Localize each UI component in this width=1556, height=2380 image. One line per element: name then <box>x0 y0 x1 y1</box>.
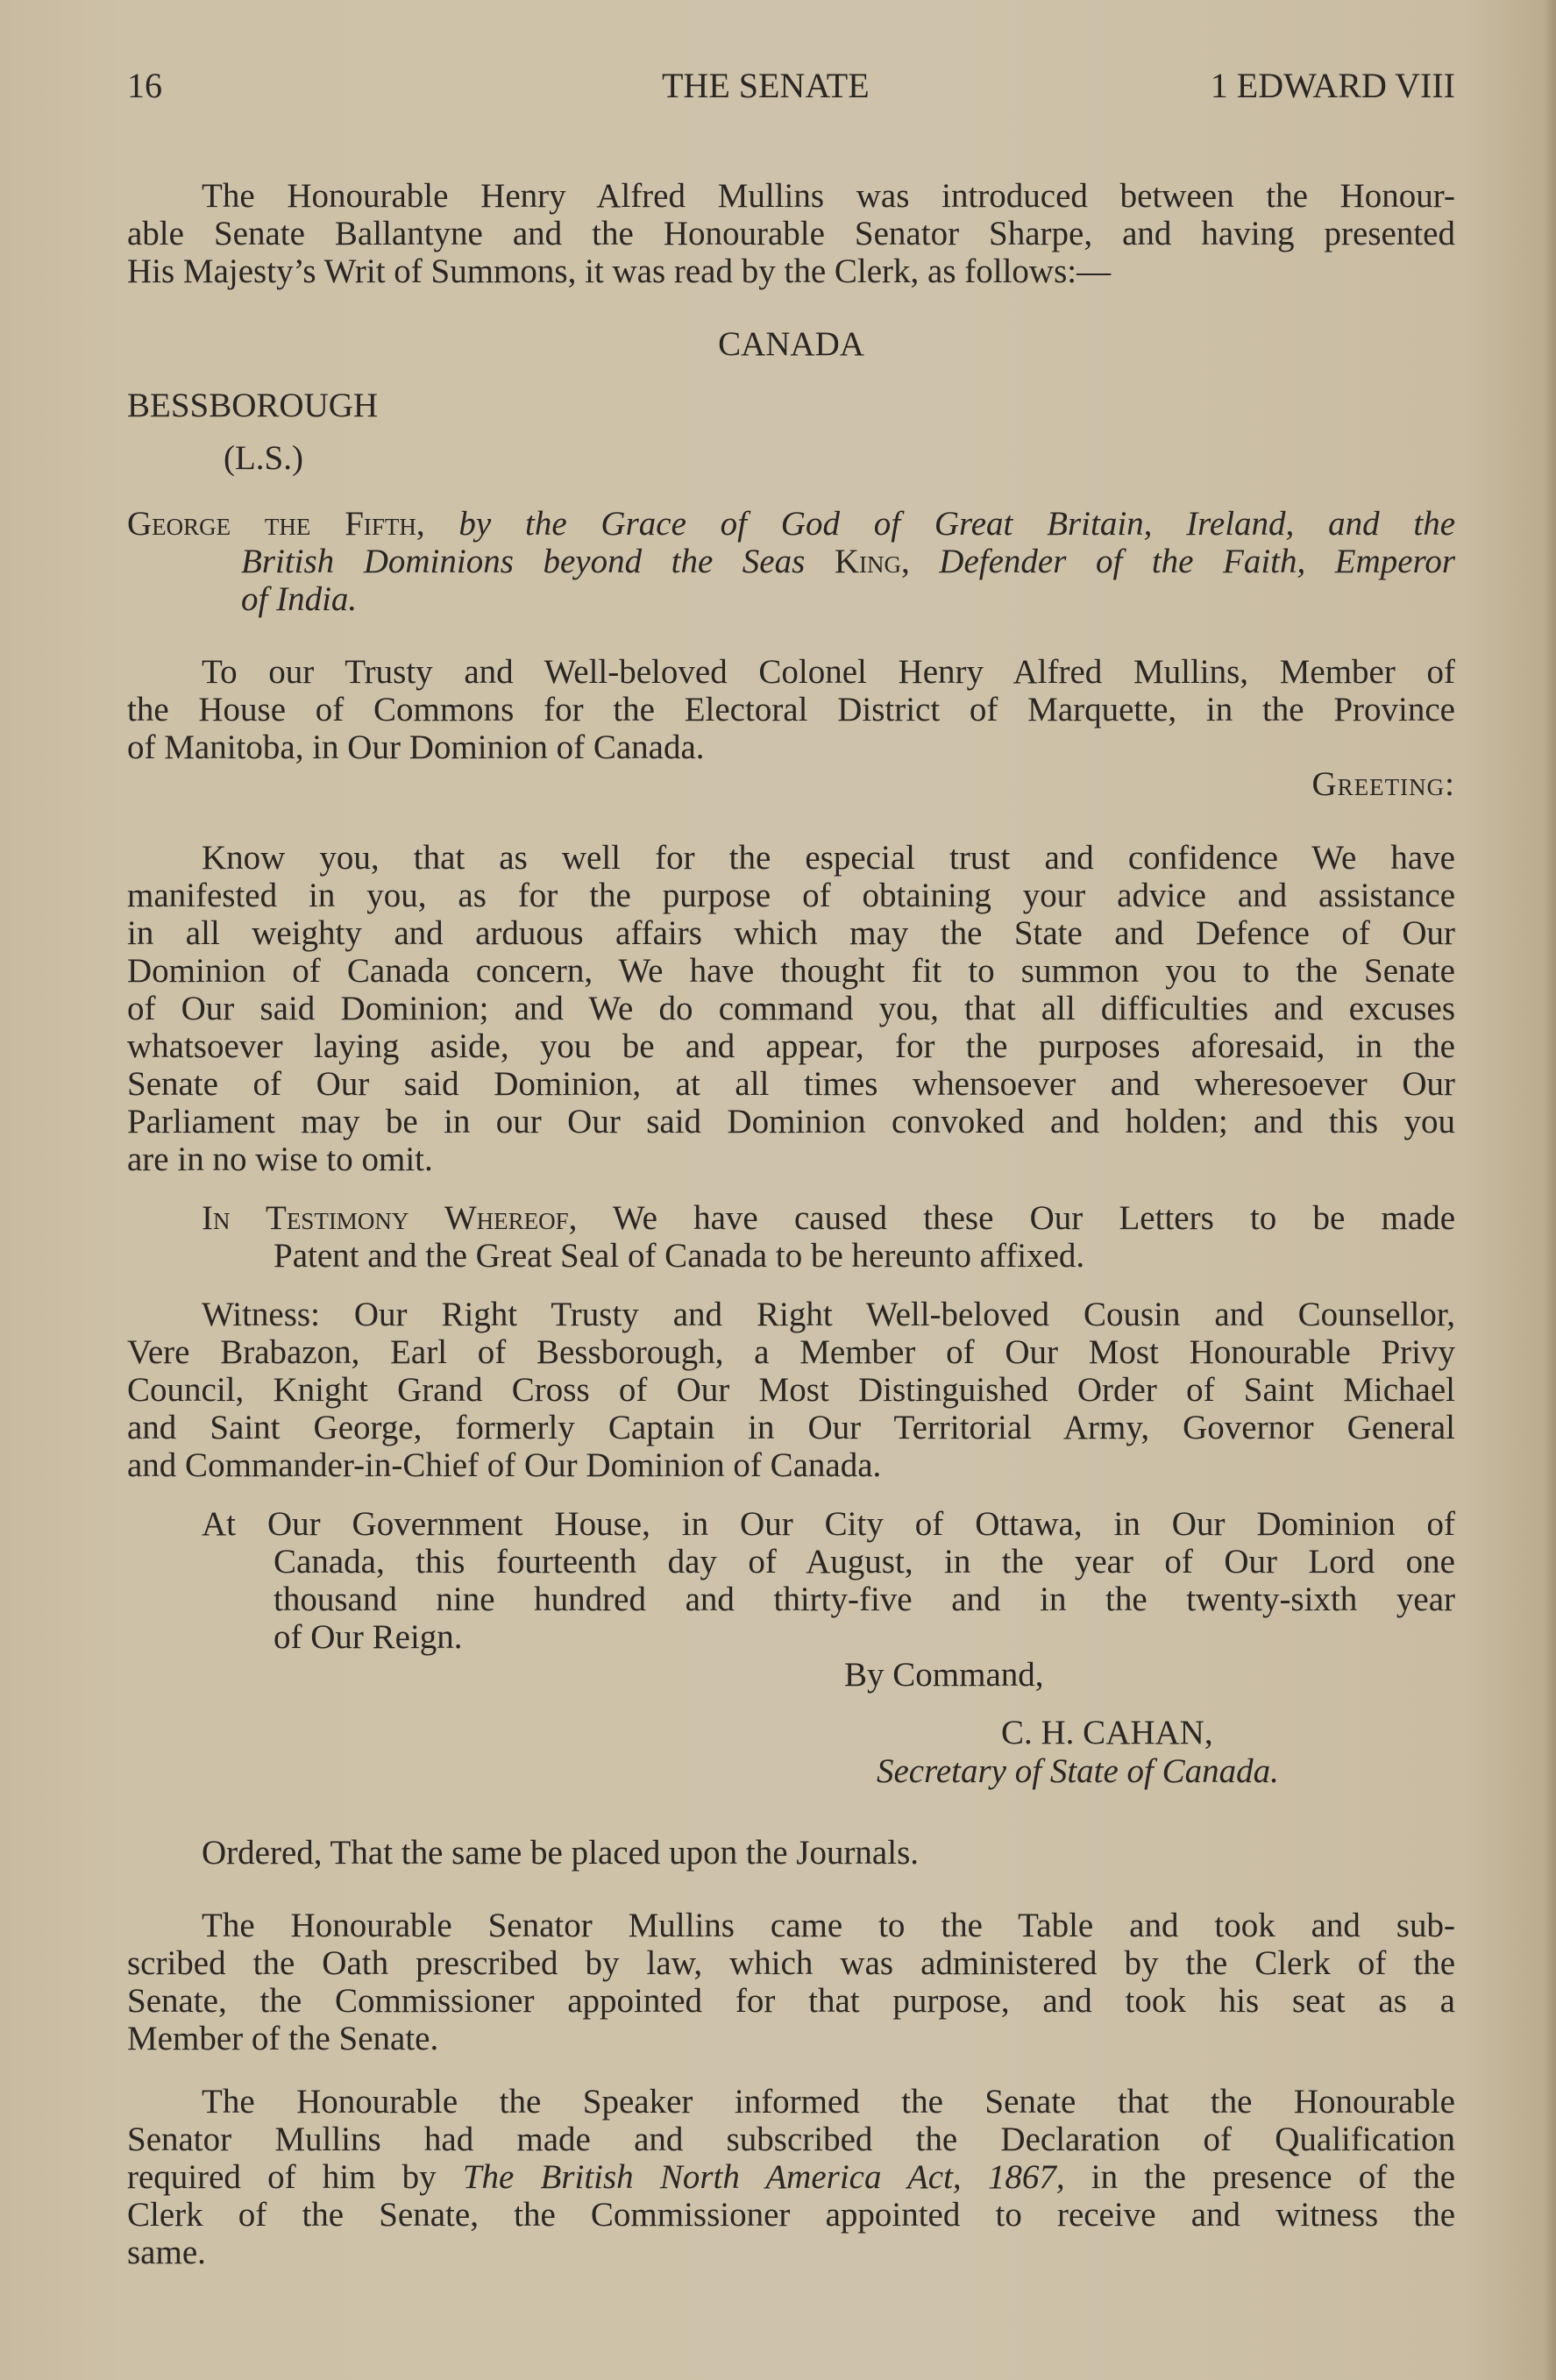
writ-governor: BESSBOROUGH <box>127 387 379 424</box>
writ-body-line-5: of Our said Dominion; and We do command you, that all difficulties and excuses <box>127 990 1455 1027</box>
speaker-line-2: Senator Mullins had made and subscribed the Declaration of Qualification <box>127 2121 1455 2158</box>
by-command: By Command, <box>844 1656 1044 1694</box>
testimony-line-1 <box>202 1199 1455 1237</box>
writ-body-line-4: Dominion of Canada concern, We have thought fit to summon you to the Senate <box>127 952 1455 990</box>
writ-body-line-1: Know you, that as well for the especial trust and confidence We have <box>202 839 1455 877</box>
writ-body-line-3: in all weighty and arduous affairs which may the State and Defence of Our <box>127 914 1455 952</box>
royal-title-b1: British Dominions beyond the Seas <box>241 543 806 580</box>
writ-body-line-8: Parliament may be in our Our said Dominion convoked and holden; and this you <box>127 1103 1455 1140</box>
witness-line-2: Vere Brabazon, Earl of Bessborough, a Member of Our Most Honourable Privy <box>127 1333 1455 1371</box>
speaker-line-3 <box>127 2158 1455 2196</box>
page-edge-shadow <box>1544 0 1556 2380</box>
signatory-title: Secretary of State of Canada. <box>877 1752 1279 1790</box>
intro-line-1: The Honourable Henry Alfred Mullins was introduced between the Honour- <box>202 177 1455 215</box>
speaker-line-1: The Honourable the Speaker informed the Senate that the Honourable <box>202 2083 1455 2121</box>
oath-line-3: Senate, the Commissioner appointed for that purpose, and took his seat as a <box>127 1982 1455 2020</box>
speaker-line-5: same. <box>127 2234 206 2271</box>
writ-body-line-2: manifested in you, as for the purpose of obtaining your advice and assistance <box>127 877 1455 914</box>
testimony-text: We have caused these Our Letters to be made <box>612 1199 1455 1237</box>
ordered-line: Ordered, That the same be placed upon the Journals. <box>202 1834 920 1872</box>
writ-seal: (L.S.) <box>224 439 303 477</box>
oath-line-1: The Honourable Senator Mullins came to the Table and took and sub- <box>202 1907 1455 1944</box>
royal-style-line-2 <box>241 543 1455 580</box>
place-line-3: thousand nine hundred and thirty-five and in the twenty-sixth year <box>274 1581 1455 1618</box>
testimony-line-2: Patent and the Great Seal of Canada to be hereunto affixed. <box>274 1237 1085 1275</box>
speaker-line-3a: required of him by <box>127 2158 437 2196</box>
place-line-4: of Our Reign. <box>274 1618 463 1656</box>
royal-title-b2: Defender of the Faith, Emperor <box>939 543 1456 580</box>
signatory-name: C. H. CAHAN, <box>1001 1714 1213 1751</box>
royal-style-line-1 <box>127 505 1455 543</box>
writ-country: CANADA <box>718 325 864 363</box>
intro-line-3: His Majesty’s Writ of Summons, it was read by the Clerk, as follows:— <box>127 252 1112 290</box>
address-line-3: of Manitoba, in Our Dominion of Canada. <box>127 728 705 766</box>
header-title: THE SENATE <box>662 66 870 105</box>
writ-body-line-7: Senate of Our said Dominion, at all times whensoever and wheresoever Our <box>127 1065 1455 1103</box>
address-line-1: To our Trusty and Well-beloved Colonel Henry Alfred Mullins, Member of <box>202 653 1455 691</box>
speaker-line-4: Clerk of the Senate, the Commissioner appointed to receive and witness the <box>127 2196 1455 2234</box>
king-word: King, <box>834 543 910 580</box>
witness-line-4: and Saint George, formerly Captain in Our Territorial Army, Governor General <box>127 1409 1455 1446</box>
greeting: Greeting: <box>1311 765 1455 803</box>
testimony-label: In Testimony Whereof, <box>202 1199 578 1237</box>
page-number: 16 <box>127 66 162 105</box>
witness-line-5: and Commander-in-Chief of Our Dominion of Canada. <box>127 1446 882 1484</box>
act-title: The British North America Act, 1867, <box>462 2158 1065 2196</box>
writ-body-line-9: are in no wise to omit. <box>127 1140 433 1178</box>
oath-line-2: scribed the Oath prescribed by law, which was administered by the Clerk of the <box>127 1944 1455 1982</box>
running-header <box>127 65 1455 109</box>
speaker-line-3b: in the presence of the <box>1091 2158 1456 2196</box>
header-regnal-year: 1 EDWARD VIII <box>1210 66 1455 105</box>
writ-body-line-6: whatsoever laying aside, you be and appear, for the purposes aforesaid, in the <box>127 1027 1455 1065</box>
intro-line-2: able Senate Ballantyne and the Honourable Senator Sharpe, and having presented <box>127 215 1455 252</box>
address-line-2: the House of Commons for the Electoral District of Marquette, in the Province <box>127 691 1455 728</box>
witness-line-1: Witness: Our Right Trusty and Right Well-beloved Cousin and Counsellor, <box>202 1296 1455 1333</box>
royal-title-c: of India. <box>241 580 358 618</box>
place-line-1: At Our Government House, in Our City of Ottawa, in Our Dominion of <box>202 1505 1455 1543</box>
place-line-2: Canada, this fourteenth day of August, in the year of Our Lord one <box>274 1543 1455 1581</box>
witness-line-3: Council, Knight Grand Cross of Our Most Distinguished Order of Saint Michael <box>127 1371 1455 1409</box>
oath-line-4: Member of the Senate. <box>127 2020 439 2057</box>
king-name: George the Fifth, <box>127 505 425 543</box>
royal-title-a: by the Grace of God of Great Britain, Ireland, and the <box>458 505 1456 543</box>
